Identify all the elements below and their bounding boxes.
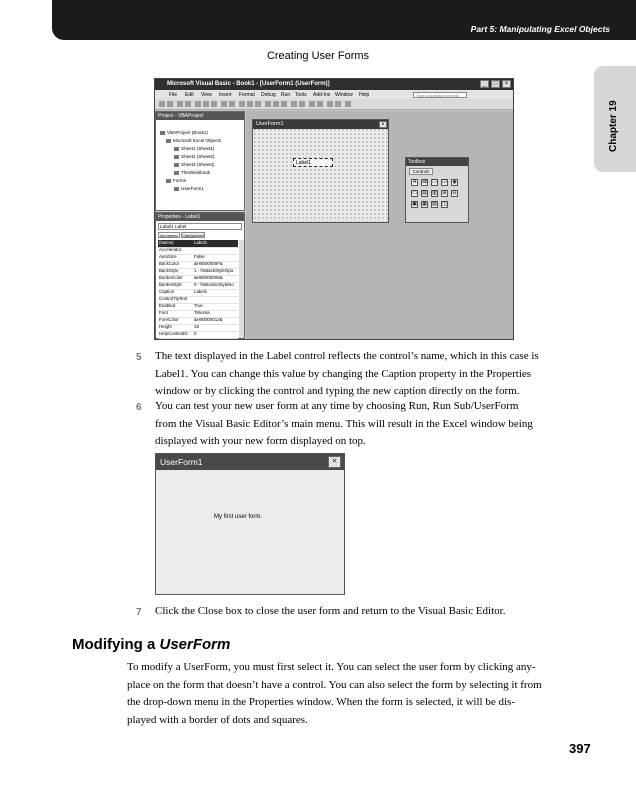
text-line: To modify a UserForm, you must first select it. You can select the user form by clicking any-: [127, 661, 536, 673]
menu-help[interactable]: Help: [359, 92, 370, 98]
toolbar-button[interactable]: [247, 101, 253, 107]
property-value[interactable]: &H80000006&: [194, 275, 223, 280]
property-value[interactable]: &H8000000F&: [194, 261, 223, 266]
label-control[interactable]: Label1: [293, 158, 333, 167]
property-name: ForeColor: [159, 317, 179, 322]
menu-run[interactable]: Run: [281, 92, 291, 98]
toolbar-button[interactable]: [159, 101, 165, 107]
project-pane-title: Project - VBAProject: [156, 112, 244, 120]
tree-item[interactable]: Sheet2 (Sheet2): [174, 154, 214, 159]
toolbar-button[interactable]: [309, 101, 315, 107]
sheet-icon: [174, 155, 179, 159]
toolbox: [405, 157, 469, 223]
property-name: HelpContextID: [159, 331, 188, 336]
tab-categorized[interactable]: Categorized: [182, 233, 204, 238]
step-7-text: [155, 603, 505, 621]
toolbox-tool-icon[interactable]: ab: [422, 179, 428, 185]
toolbox-tool-icon[interactable]: ⊞: [442, 190, 447, 196]
toolbox-tool-icon[interactable]: ▥: [432, 190, 437, 196]
sheet-icon: [174, 163, 179, 167]
menu-insert[interactable]: Insert: [219, 92, 232, 98]
tree-item[interactable]: ThisWorkbook: [174, 170, 210, 175]
toolbox-controls-tab[interactable]: Controls: [409, 168, 433, 175]
property-name: (Name): [159, 240, 174, 245]
property-name: Accelerator: [159, 247, 182, 252]
vbe-toolbar: [155, 99, 513, 110]
property-value[interactable]: False: [194, 254, 205, 259]
menu-view[interactable]: View: [201, 92, 212, 98]
toolbox-tool-icon[interactable]: ◫: [442, 201, 447, 207]
property-name: AutoSize: [159, 254, 177, 259]
toolbox-tool-icon[interactable]: ▭: [412, 190, 417, 196]
properties-window: [155, 212, 245, 339]
property-value[interactable]: 1 - fmBackStyleOpa: [194, 268, 234, 273]
toolbar-button[interactable]: [291, 101, 297, 107]
tree-item[interactable]: Sheet3 (Sheet3): [174, 162, 214, 167]
body-paragraph: [127, 659, 567, 729]
menu-tools[interactable]: Tools: [295, 92, 307, 98]
toolbar-button[interactable]: [265, 101, 271, 107]
property-value[interactable]: 0: [194, 331, 197, 336]
toolbox-tool-icon[interactable]: ▦: [422, 201, 427, 207]
property-name: BorderStyle: [159, 282, 182, 287]
toolbox-title: Toolbox: [406, 158, 468, 166]
text-line: Click the Close box to close the user form and return to the Visual Basic Editor.: [155, 605, 506, 617]
property-value[interactable]: 18: [194, 324, 199, 329]
chapter-tab: [594, 66, 636, 172]
tree-item[interactable]: Forms: [166, 178, 186, 183]
toolbar-button[interactable]: [185, 101, 191, 107]
text-line: Label1. You can change this value by changing the Caption property in the Properties: [155, 367, 532, 380]
property-name: BackStyle: [159, 268, 179, 273]
toolbar-button[interactable]: [211, 101, 217, 107]
toolbox-tool-icon[interactable]: ☐: [432, 179, 437, 185]
toolbar-button[interactable]: [195, 101, 201, 107]
tab-alphabetic[interactable]: Alphabetic: [159, 233, 179, 238]
property-value[interactable]: Tahoma: [194, 310, 210, 315]
toolbox-tool-icon[interactable]: ◉: [452, 179, 457, 185]
text-line: displayed with your new form displayed on top.: [155, 435, 366, 447]
part-title: Part 5: Manipulating Excel Objects: [470, 24, 610, 34]
page-number: 397: [569, 741, 591, 756]
property-value[interactable]: Label1: [194, 240, 208, 245]
property-name: BorderColor: [159, 275, 183, 280]
header-bar: [52, 0, 636, 40]
folder-icon: [166, 139, 171, 143]
designer-title: UserForm1: [256, 121, 284, 127]
runtime-userform: [155, 453, 345, 595]
toolbox-tool-icon[interactable]: ▧: [432, 201, 437, 207]
help-search-input[interactable]: Type a question for help: [413, 92, 467, 98]
step-5-text: [155, 348, 539, 401]
toolbar-button[interactable]: [177, 101, 183, 107]
toolbar-button[interactable]: [255, 101, 261, 107]
text-line: window or by clicking the control and typing the new caption directly on the form.: [155, 385, 520, 397]
property-name: Font: [159, 310, 168, 315]
object-dropdown[interactable]: Label1 Label: [158, 223, 242, 230]
userform-designer[interactable]: [252, 119, 389, 223]
property-row[interactable]: [158, 331, 238, 339]
menu-window[interactable]: Window: [335, 92, 353, 98]
scrollbar[interactable]: [239, 240, 244, 338]
sheet-icon: [174, 147, 179, 151]
tree-item[interactable]: VBAProject (Book1): [160, 130, 208, 135]
text-line: from the Visual Basic Editor’s main menu. This will result in the Excel window being: [155, 417, 533, 430]
property-value[interactable]: &H80000012&: [194, 317, 223, 322]
toolbar-button[interactable]: [299, 101, 305, 107]
property-name: ControlTipText: [159, 296, 188, 301]
properties-pane-title: Properties - Label1: [156, 213, 244, 221]
toolbar-button[interactable]: [281, 101, 287, 107]
menu-edit[interactable]: Edit: [185, 92, 194, 98]
workbook-icon: [174, 171, 179, 175]
maximize-icon[interactable]: □: [491, 80, 500, 88]
property-value[interactable]: True: [194, 303, 203, 308]
minimize-icon[interactable]: _: [480, 80, 489, 88]
property-value[interactable]: 0 - fmBorderStyleNo: [194, 282, 234, 287]
section-heading: Modifying a UserForm: [72, 636, 231, 653]
running-title: Creating User Forms: [266, 50, 370, 62]
step-number: 6: [136, 402, 142, 413]
text-line: You can test your new user form at any time by choosing Run, Run Sub/UserForm: [155, 400, 519, 412]
toolbar-button[interactable]: [273, 101, 279, 107]
project-icon: [160, 131, 165, 135]
toolbar-button[interactable]: [221, 101, 227, 107]
toolbox-tool-icon[interactable]: ▣: [412, 201, 417, 207]
close-icon[interactable]: ×: [379, 121, 387, 128]
text-line: place on the form that doesn’t have a control. You can also select the form by selecting it from: [127, 678, 542, 691]
toolbar-button[interactable]: [167, 101, 173, 107]
toolbar-button[interactable]: [239, 101, 245, 107]
vbe-screenshot: [154, 78, 514, 340]
close-box-icon[interactable]: ×: [328, 456, 341, 468]
chapter-label: Chapter 19: [608, 100, 619, 152]
form-icon: [174, 187, 179, 191]
step-6-text: [155, 398, 533, 451]
close-icon[interactable]: ×: [502, 80, 511, 88]
property-name: Height: [159, 324, 172, 329]
menu-addins[interactable]: Add-Ins: [313, 92, 331, 98]
toolbox-tool-icon[interactable]: ▤: [422, 190, 427, 196]
vbe-titlebar: [155, 79, 513, 90]
tree-item[interactable]: Sheet1 (Sheet1): [174, 146, 214, 151]
text-line: played with a border of dots and squares.: [127, 713, 308, 726]
property-name: Caption: [159, 289, 175, 294]
toolbar-button[interactable]: [327, 101, 333, 107]
runtime-form-title: UserForm1: [160, 457, 203, 467]
toolbox-tool-icon[interactable]: ☑: [442, 179, 447, 185]
toolbar-button[interactable]: [317, 101, 323, 107]
step-number: 7: [136, 607, 142, 618]
text-line: The text displayed in the Label control reflects the control’s name, which in this case is: [155, 350, 539, 362]
tree-item[interactable]: UserForm1: [174, 186, 204, 191]
property-value[interactable]: Label1: [194, 289, 208, 294]
property-name: BackColor: [159, 261, 180, 266]
runtime-form-titlebar: [156, 454, 344, 470]
toolbar-button[interactable]: [229, 101, 235, 107]
toolbar-button[interactable]: [335, 101, 341, 107]
vbe-window-title: Microsoft Visual Basic - Book1 - [UserForm1 (UserForm)]: [167, 81, 330, 87]
menu-file[interactable]: File: [169, 92, 178, 98]
form-label-caption: My first user form.: [214, 514, 263, 520]
menu-format[interactable]: Format: [239, 92, 255, 98]
step-number: 5: [136, 352, 142, 363]
property-name: Enabled: [159, 303, 176, 308]
tree-item[interactable]: Microsoft Excel Objects: [166, 138, 221, 143]
designer-titlebar: [253, 120, 388, 129]
toolbar-button[interactable]: [345, 101, 351, 107]
toolbar-button[interactable]: [203, 101, 209, 107]
text-line: the drop-down menu in the Properties window. When the form is selected, it will be dis-: [127, 696, 515, 708]
project-explorer: [155, 111, 245, 211]
menu-debug[interactable]: Debug: [261, 92, 276, 98]
toolbox-tool-icon[interactable]: A: [412, 179, 417, 185]
folder-icon: [166, 179, 171, 183]
toolbox-tool-icon[interactable]: ⊟: [452, 190, 457, 196]
